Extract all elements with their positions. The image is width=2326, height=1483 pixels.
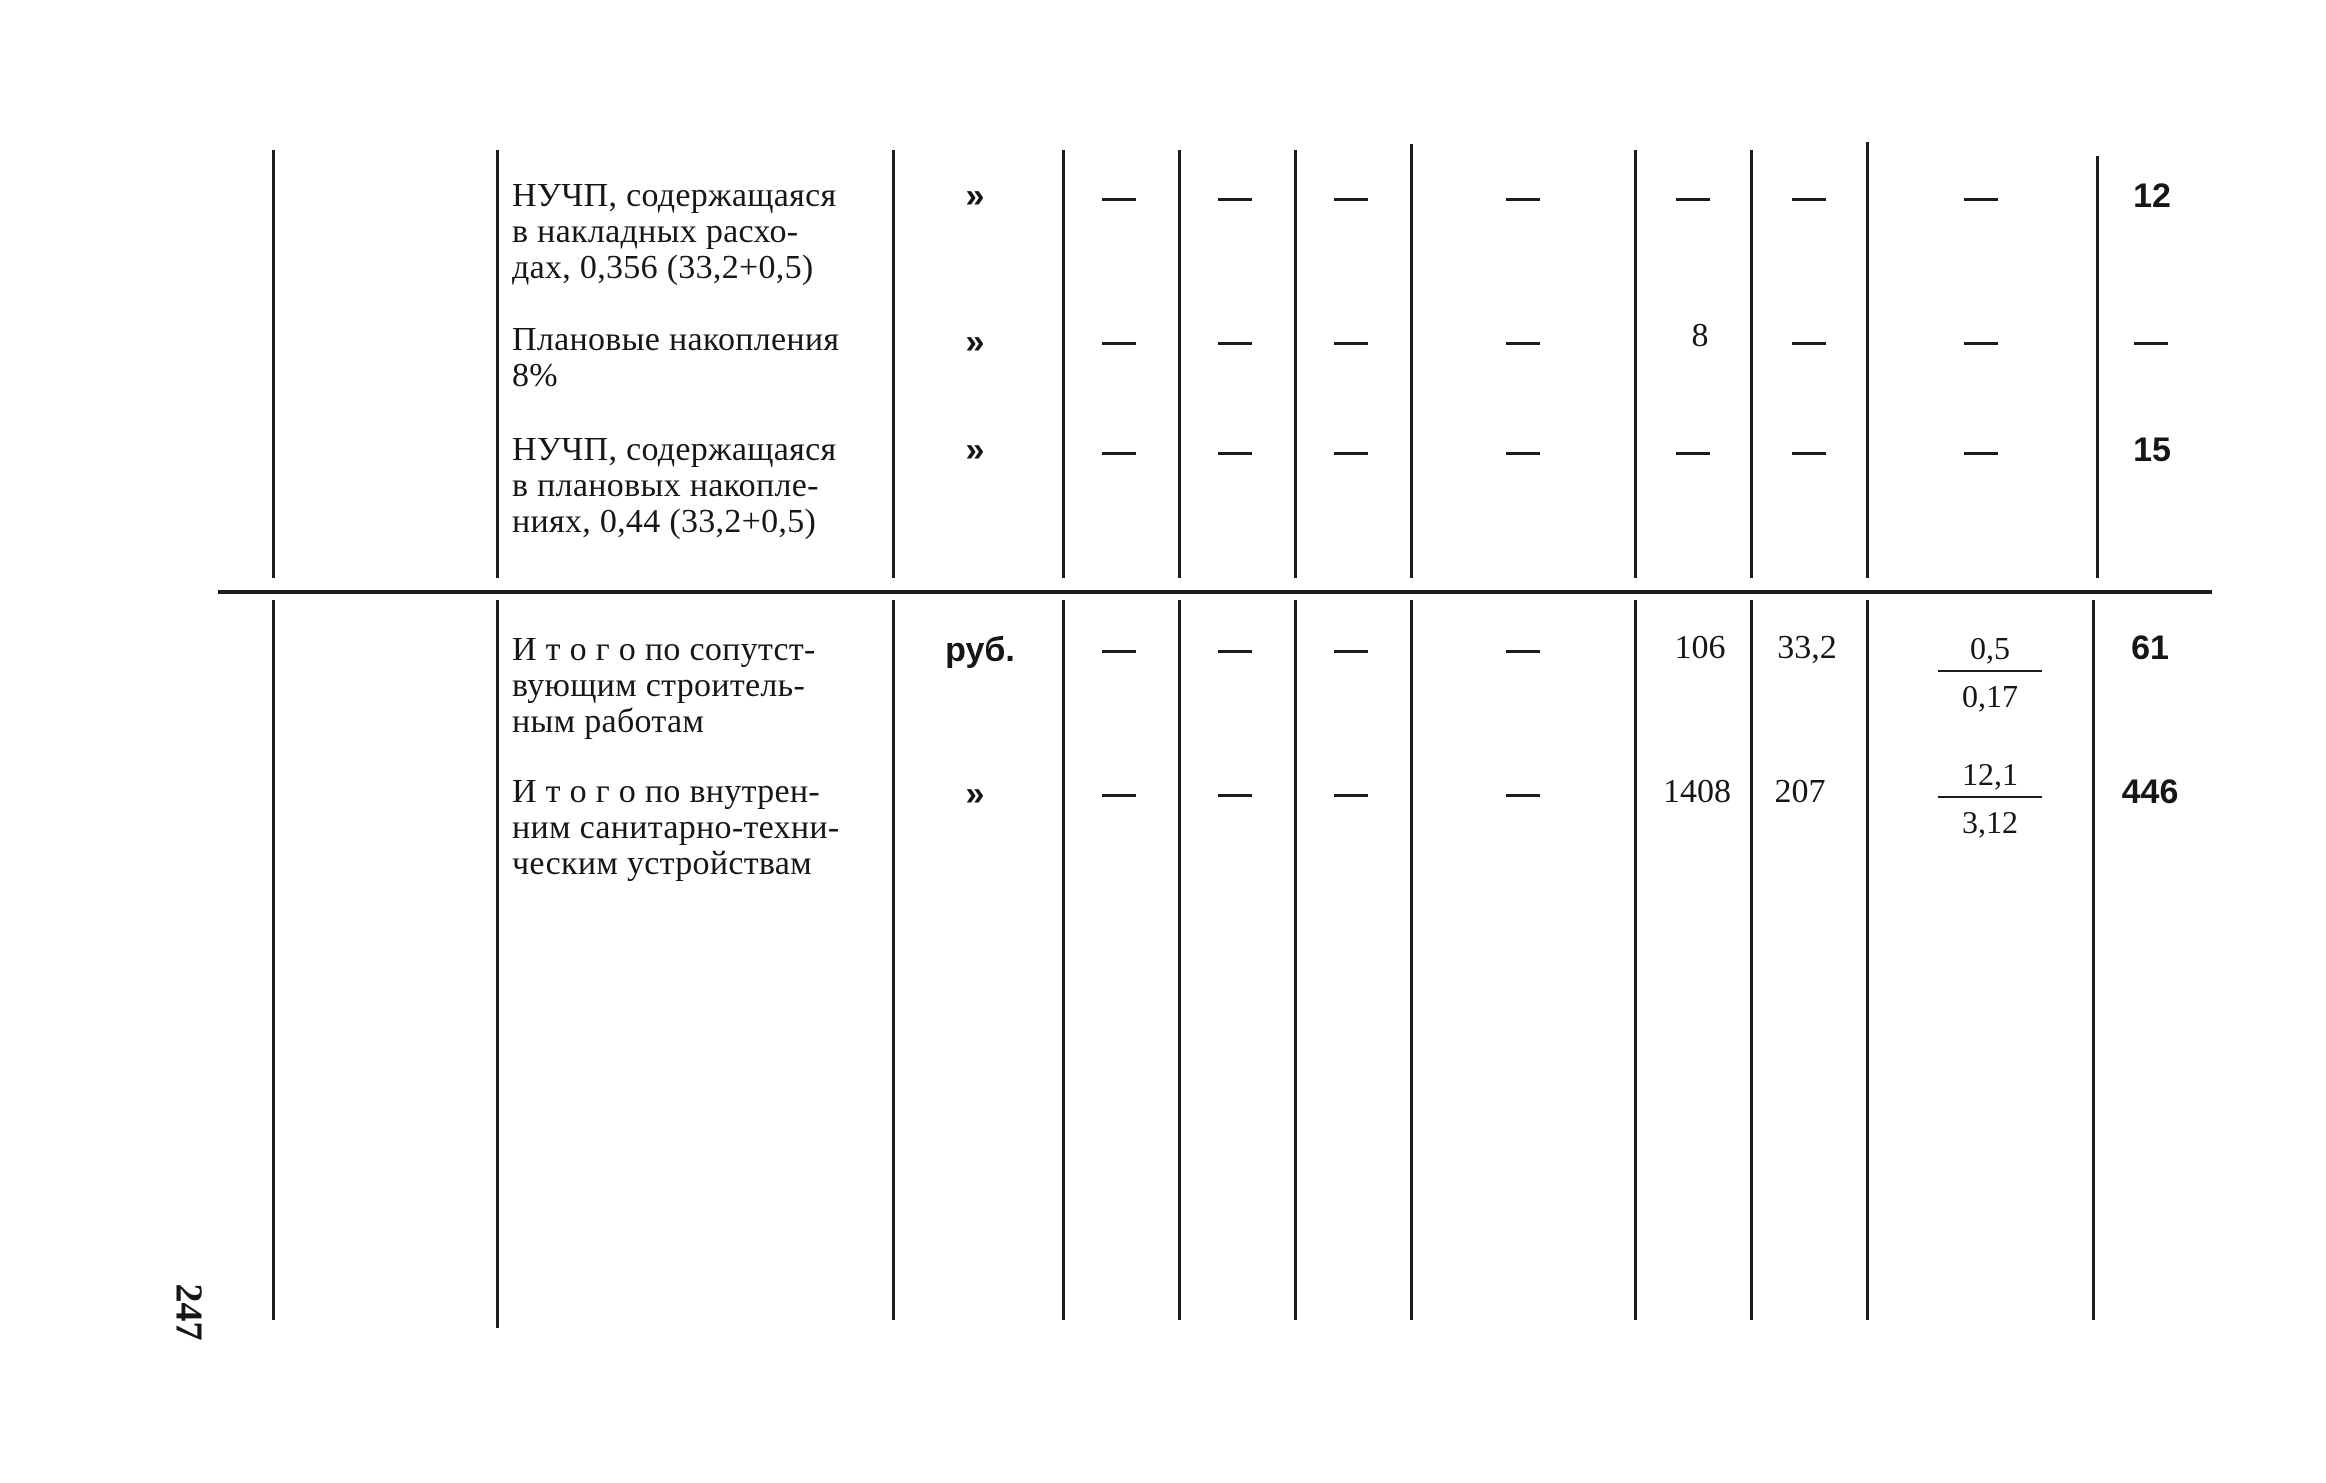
column-rule <box>1294 150 1297 578</box>
column-rule <box>1634 600 1637 1320</box>
column-rule <box>272 150 275 578</box>
row-description: НУЧП, содержащаяся в накладных расхо- дах, 0,356 (33,2+0,5) <box>512 177 837 286</box>
fraction-numerator: 0,5 <box>1970 630 2010 666</box>
value-cell: 106 <box>1674 629 1726 666</box>
row-description: НУЧП, содержащаяся в плановых накопле- ниях, 0,44 (33,2+0,5) <box>512 431 837 540</box>
column-rule <box>1866 600 1869 1320</box>
empty-value-dash <box>1102 198 1136 201</box>
column-rule <box>892 600 895 1320</box>
row-description: И т о г о по внутрен- ним санитарно-техни- ческим устройствам <box>512 773 840 882</box>
row-description: Плановые накопления 8% <box>512 321 840 394</box>
fraction-denominator: 3,12 <box>1962 804 2018 840</box>
empty-value-dash <box>1102 794 1136 797</box>
page-number: 247 <box>167 1283 210 1341</box>
fraction-numerator: 12,1 <box>1962 756 2018 792</box>
value-cell: 8 <box>1691 317 1709 354</box>
column-rule <box>1178 150 1181 578</box>
empty-value-dash <box>1334 198 1368 201</box>
empty-value-dash <box>1506 650 1540 653</box>
value-cell: 207 <box>1774 773 1826 810</box>
section-separator <box>218 590 2212 594</box>
value-cell: 1408 <box>1663 773 1731 810</box>
empty-value-dash <box>1676 198 1710 201</box>
empty-value-dash <box>2134 342 2168 345</box>
empty-value-dash <box>1792 342 1826 345</box>
fraction-bar <box>1938 796 2042 798</box>
empty-value-dash <box>1792 198 1826 201</box>
fraction-bar <box>1938 670 2042 672</box>
column-rule <box>496 600 499 1328</box>
fraction-denominator: 0,17 <box>1962 678 2018 714</box>
empty-value-dash <box>1964 452 1998 455</box>
column-rule <box>1410 600 1413 1320</box>
fraction-cell <box>1930 756 2050 840</box>
unit-cell: » <box>965 323 985 361</box>
column-rule <box>1062 600 1065 1320</box>
empty-value-dash <box>1102 650 1136 653</box>
empty-value-dash <box>1506 794 1540 797</box>
total-cell: 12 <box>2133 177 2171 215</box>
empty-value-dash <box>1334 650 1368 653</box>
empty-value-dash <box>1964 342 1998 345</box>
column-rule <box>1294 600 1297 1320</box>
empty-value-dash <box>1218 198 1252 201</box>
empty-value-dash <box>1102 452 1136 455</box>
row-description: И т о г о по сопутст- вующим строитель- ным работам <box>512 631 816 740</box>
column-rule <box>1866 142 1869 578</box>
value-cell: 33,2 <box>1777 629 1837 666</box>
unit-cell: » <box>965 775 985 813</box>
total-cell: 15 <box>2133 431 2171 469</box>
column-rule <box>272 600 275 1320</box>
empty-value-dash <box>1506 198 1540 201</box>
column-rule <box>1750 600 1753 1320</box>
column-rule <box>1410 144 1413 578</box>
unit-cell: руб. <box>945 631 1015 669</box>
unit-cell: » <box>965 431 985 469</box>
unit-cell: » <box>965 177 985 215</box>
column-rule <box>1062 150 1065 578</box>
empty-value-dash <box>1506 452 1540 455</box>
empty-value-dash <box>1218 342 1252 345</box>
column-rule <box>496 150 499 578</box>
column-rule <box>1178 600 1181 1320</box>
column-rule <box>2096 156 2099 578</box>
empty-value-dash <box>1334 452 1368 455</box>
empty-value-dash <box>1218 452 1252 455</box>
column-rule <box>892 150 895 578</box>
total-cell: 61 <box>2131 629 2169 667</box>
fraction-cell <box>1930 630 2050 714</box>
empty-value-dash <box>1334 794 1368 797</box>
empty-value-dash <box>1964 198 1998 201</box>
column-rule <box>1634 150 1637 578</box>
empty-value-dash <box>1792 452 1826 455</box>
column-rule <box>2092 600 2095 1320</box>
empty-value-dash <box>1506 342 1540 345</box>
empty-value-dash <box>1218 794 1252 797</box>
empty-value-dash <box>1102 342 1136 345</box>
total-cell: 446 <box>2121 773 2179 811</box>
column-rule <box>1750 150 1753 578</box>
empty-value-dash <box>1218 650 1252 653</box>
empty-value-dash <box>1334 342 1368 345</box>
empty-value-dash <box>1676 452 1710 455</box>
